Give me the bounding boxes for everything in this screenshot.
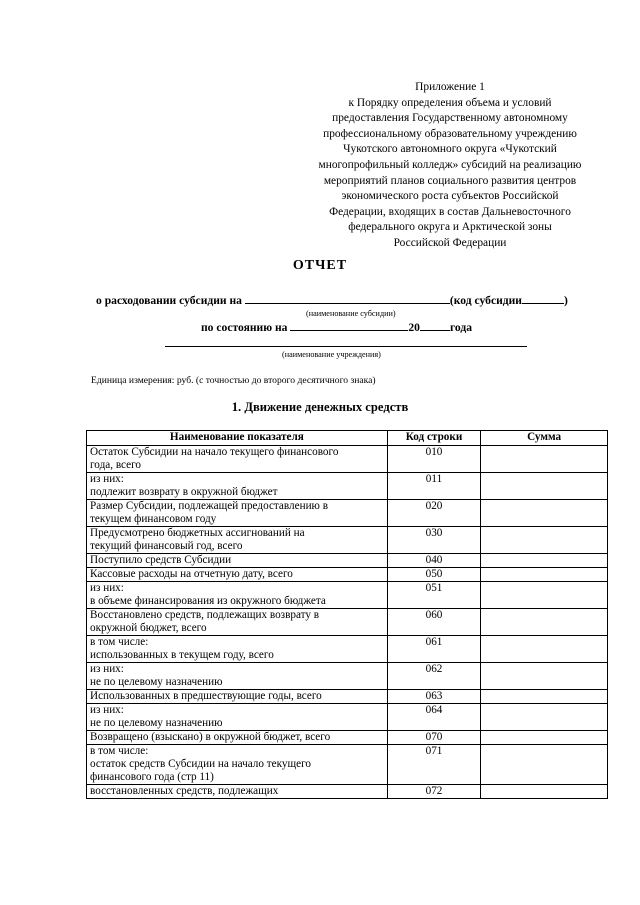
row-sum-cell[interactable] (481, 704, 608, 731)
row-sum-cell[interactable] (481, 663, 608, 690)
table-header-row (87, 431, 608, 446)
cashflow-table (86, 430, 608, 799)
row-sum-cell[interactable] (481, 785, 608, 799)
row-sum-cell[interactable] (481, 582, 608, 609)
row-code: 030 (387, 527, 481, 554)
table-row (87, 704, 608, 731)
row-code: 062 (387, 663, 481, 690)
row-name (87, 731, 388, 745)
row-name-line: использованных в текущем году, всего (90, 649, 274, 661)
row-code: 050 (387, 568, 481, 582)
row-sum-cell[interactable] (481, 731, 608, 745)
row-name-line: из них: (90, 473, 124, 485)
appendix-line: Федерации, входящих в состав Дальневосточного (329, 205, 571, 218)
table-row (87, 568, 608, 582)
row-name-line: финансового года (стр 11) (90, 771, 214, 783)
row-name (87, 446, 388, 473)
table-row (87, 582, 608, 609)
appendix-line: экономического роста субъектов Российской (341, 190, 559, 203)
row-code: 040 (387, 554, 481, 568)
row-name-line: Кассовые расходы на отчетную дату, всего (90, 568, 293, 580)
row-name (87, 554, 388, 568)
row-code: 020 (387, 500, 481, 527)
row-name-line: Возвращено (взыскано) в окружной бюджет, всего (90, 731, 331, 743)
row-sum-cell[interactable] (481, 500, 608, 527)
appendix-line: Чукотского автономного округа «Чукотский (343, 143, 557, 156)
row-name-line: Поступило средств Субсидии (90, 554, 232, 566)
year-prefix: 20 (408, 321, 420, 334)
row-name-line: окружной бюджет, всего (90, 622, 207, 634)
header-name: Наименование показателя (87, 431, 388, 446)
row-sum-cell[interactable] (481, 690, 608, 704)
appendix-line: предоставления Государственному автономному (332, 112, 568, 125)
row-name-line: из них: (90, 704, 124, 716)
row-code: 010 (387, 446, 481, 473)
row-code: 064 (387, 704, 481, 731)
table-row (87, 663, 608, 690)
row-name (87, 473, 388, 500)
row-name (87, 704, 388, 731)
date-label: по состоянию на (201, 321, 288, 334)
row-sum-cell[interactable] (481, 473, 608, 500)
table-row (87, 554, 608, 568)
table-row (87, 609, 608, 636)
subsidy-code-close: ) (564, 294, 568, 307)
row-name (87, 568, 388, 582)
table-row (87, 785, 608, 799)
row-sum-cell[interactable] (481, 554, 608, 568)
subsidy-code-field[interactable] (522, 292, 564, 304)
report-title: ОТЧЕТ (292, 258, 348, 273)
table-row (87, 473, 608, 500)
table-row (87, 500, 608, 527)
row-name-line: не по целевому назначению (90, 676, 223, 688)
row-name (87, 690, 388, 704)
row-name (87, 609, 388, 636)
year-field[interactable] (420, 319, 450, 331)
units-note: Единица измерения: руб. (с точностью до второго десятичного знака) (91, 375, 376, 386)
row-name-line: в объеме финансирования из окружного бюджета (90, 595, 326, 607)
date-line (201, 319, 472, 334)
appendix-line: профессиональному образовательному учреждению (323, 127, 577, 140)
row-name (87, 745, 388, 785)
row-name-line: из них: (90, 663, 124, 675)
row-sum-cell[interactable] (481, 568, 608, 582)
row-name-line: из них: (90, 582, 124, 594)
table-row (87, 446, 608, 473)
row-name (87, 663, 388, 690)
row-sum-cell[interactable] (481, 745, 608, 785)
row-name-line: восстановленных средств, подлежащих (90, 785, 279, 797)
header-sum: Сумма (481, 431, 608, 446)
institution-field[interactable] (165, 346, 527, 347)
section-title: 1. Движение денежных средств (231, 400, 409, 414)
year-label: года (449, 321, 473, 334)
institution-hint: (наименование учреждения) (282, 350, 381, 359)
table-row (87, 636, 608, 663)
table-row (87, 527, 608, 554)
row-sum-cell[interactable] (481, 527, 608, 554)
subsidy-name-field[interactable] (245, 292, 450, 304)
appendix-line: Приложение 1 (415, 81, 485, 93)
row-code: 063 (387, 690, 481, 704)
row-name-line: Остаток Субсидии на начало текущего финансового (90, 446, 339, 458)
row-name-line: в том числе: (90, 745, 149, 757)
appendix-header (296, 80, 604, 252)
header-code: Код строки (387, 431, 481, 446)
row-name-line: Размер Субсидии, подлежащей предоставлению в (90, 500, 328, 512)
row-name-line: Использованных в предшествующие годы, всего (90, 690, 322, 702)
row-code: 011 (387, 473, 481, 500)
row-name (87, 785, 388, 799)
row-name-line: текущий финансовый год, всего (90, 540, 243, 552)
subsidy-name-hint: (наименование субсидии) (306, 309, 396, 318)
appendix-line: федерального округа и Арктической зоны (348, 221, 552, 234)
subsidy-code-label: (код субсидии (449, 294, 522, 307)
table-row (87, 690, 608, 704)
row-name-line: не по целевому назначению (90, 717, 223, 729)
row-name-line: Восстановлено средств, подлежащих возврату в (90, 609, 320, 621)
row-name (87, 636, 388, 663)
row-name (87, 582, 388, 609)
appendix-line: многопрофильный колледж» субсидий на реализацию (318, 158, 582, 171)
row-code: 061 (387, 636, 481, 663)
row-code: 072 (387, 785, 481, 799)
table-row (87, 731, 608, 745)
appendix-line: Российской Федерации (393, 236, 507, 249)
date-field[interactable] (290, 319, 408, 331)
row-name-line: года, всего (90, 459, 142, 471)
row-name (87, 500, 388, 527)
row-name-line: текущем финансовом году (90, 513, 217, 525)
subsidy-line (96, 292, 568, 307)
appendix-line: мероприятий планов социального развития центров (323, 174, 577, 187)
row-name-line: подлежит возврату в окружной бюджет (90, 486, 278, 498)
table-row (87, 745, 608, 785)
row-name-line: Предусмотрено бюджетных ассигнований на (90, 527, 305, 539)
appendix-line: к Порядку определения объема и условий (348, 96, 552, 109)
row-name-line: остаток средств Субсидии на начало текущего (90, 758, 311, 770)
subsidy-label: о расходовании субсидии на (96, 294, 242, 307)
row-sum-cell[interactable] (481, 636, 608, 663)
row-sum-cell[interactable] (481, 609, 608, 636)
row-code: 051 (387, 582, 481, 609)
row-code: 070 (387, 731, 481, 745)
row-sum-cell[interactable] (481, 446, 608, 473)
row-code: 071 (387, 745, 481, 785)
row-name-line: в том числе: (90, 636, 149, 648)
row-name (87, 527, 388, 554)
row-code: 060 (387, 609, 481, 636)
